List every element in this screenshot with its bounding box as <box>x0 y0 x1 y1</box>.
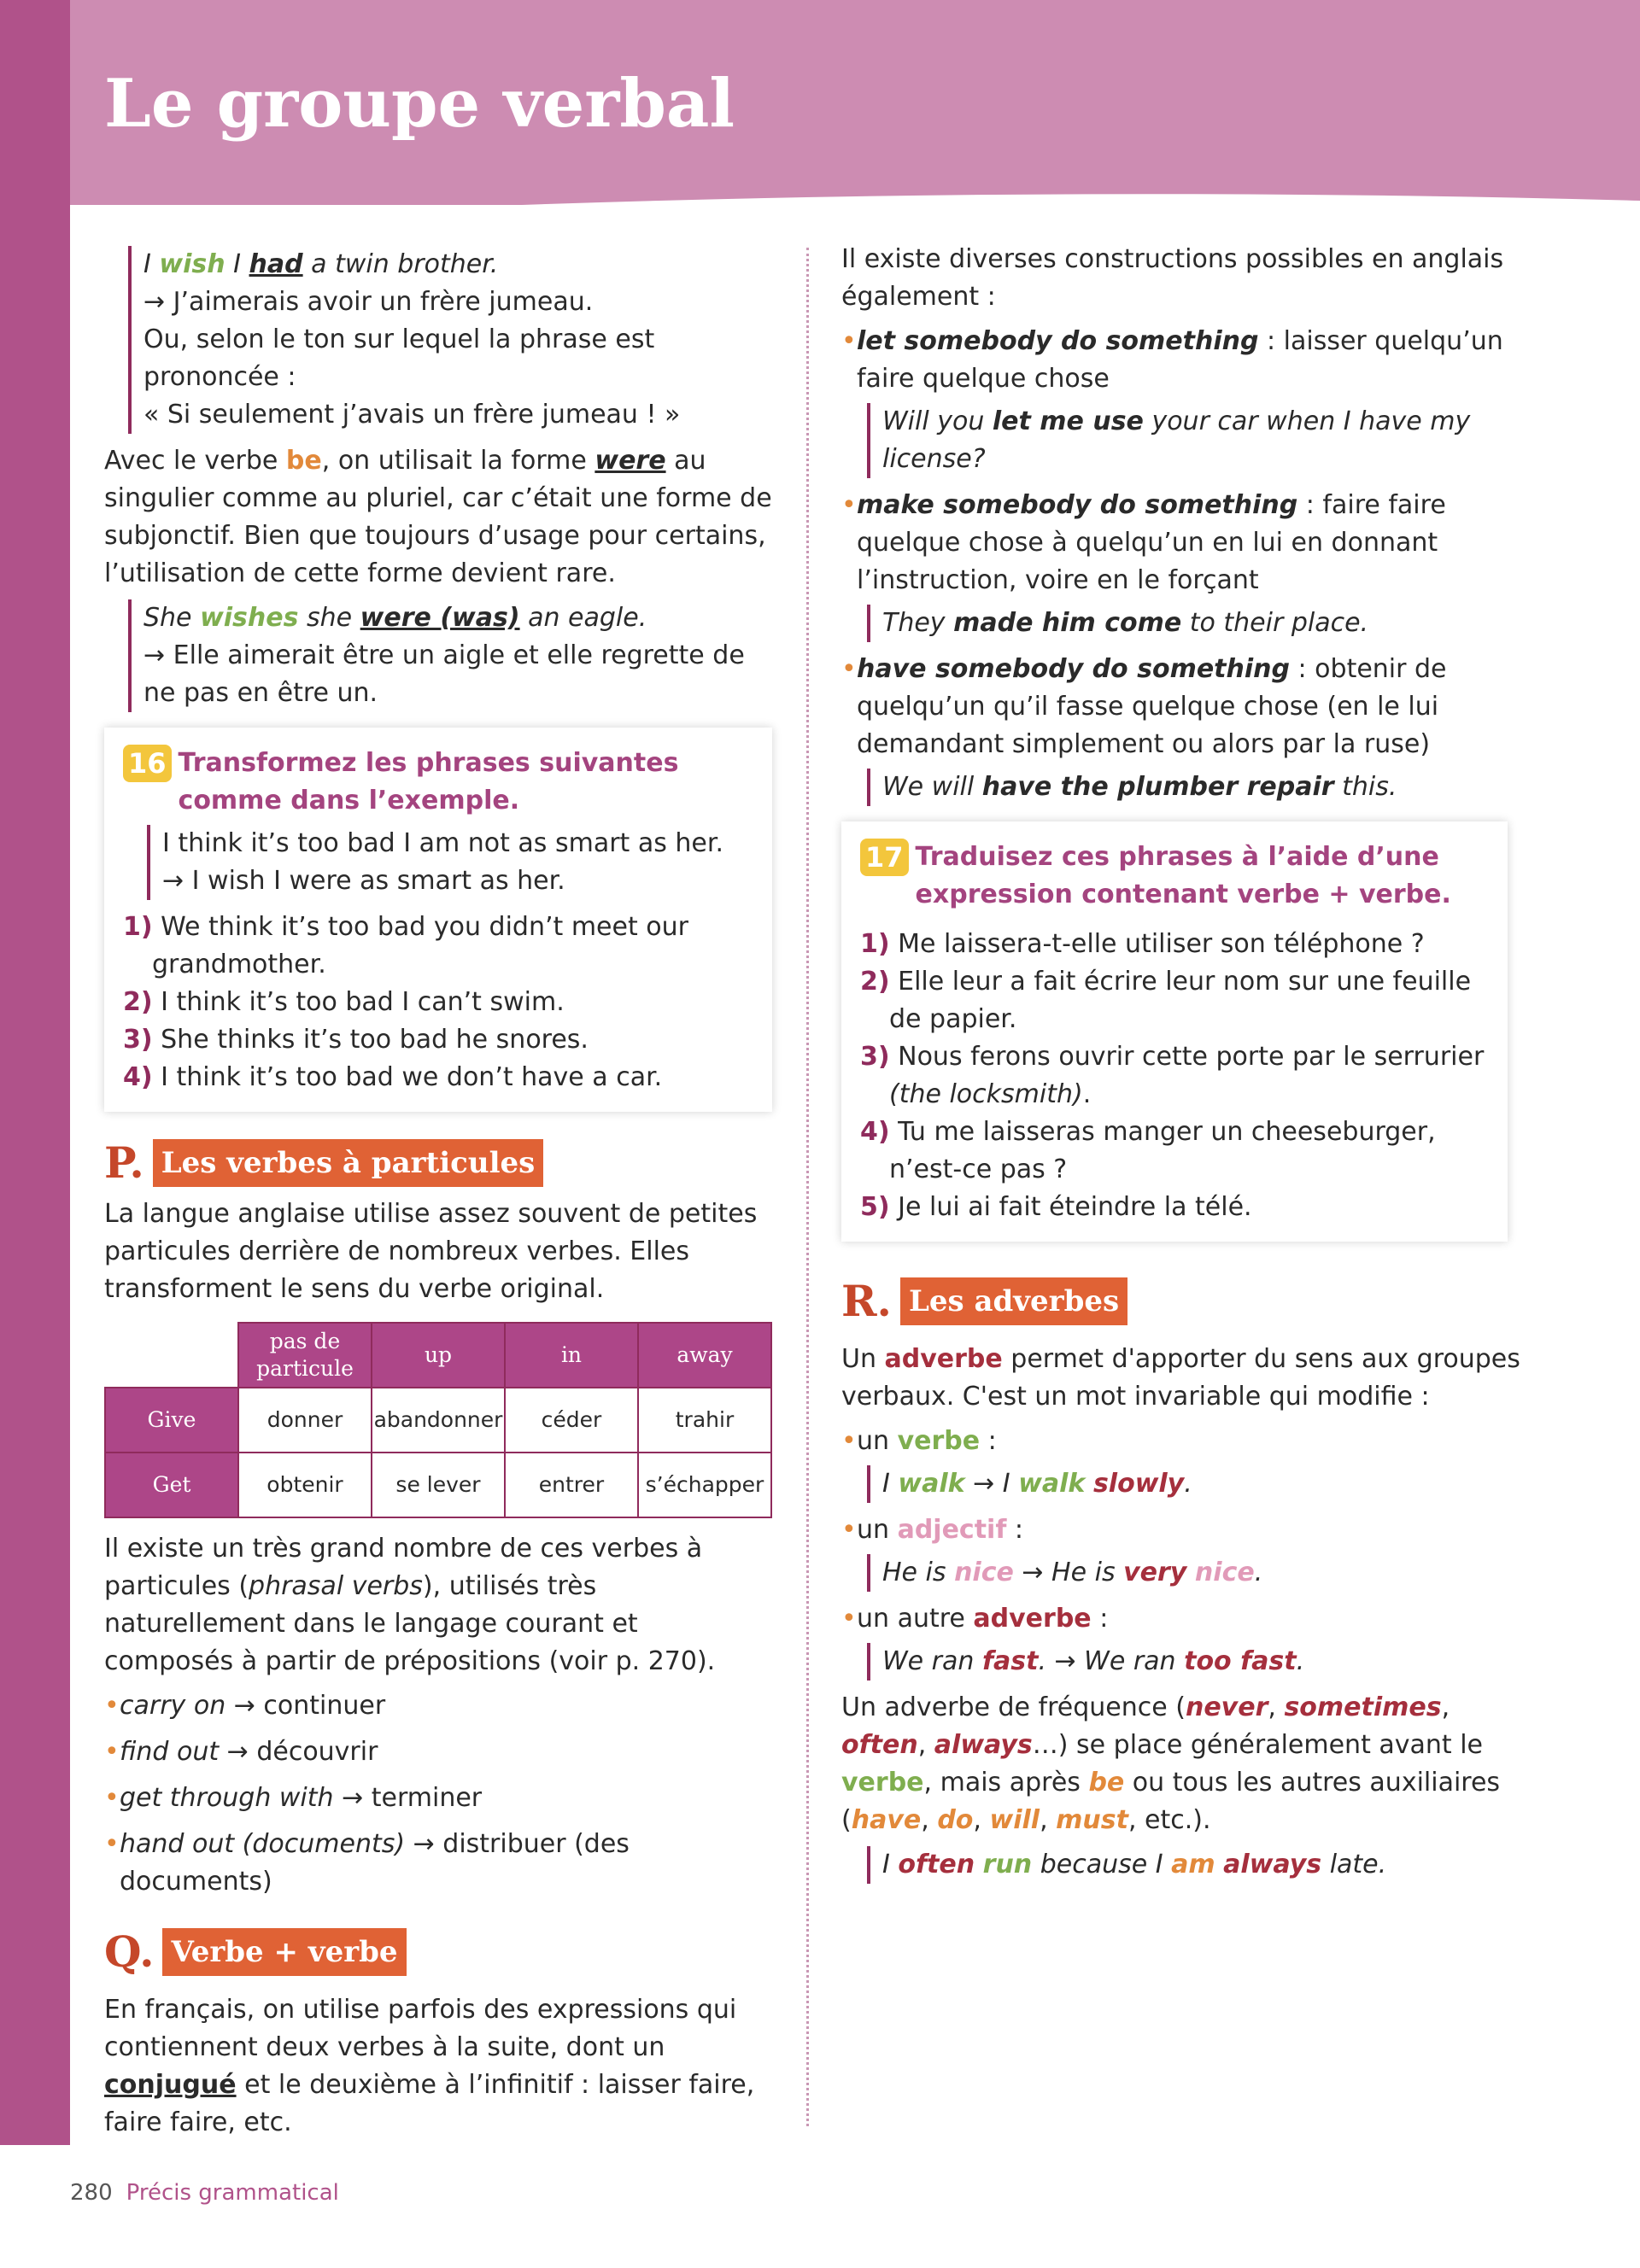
exercise-item: 1) We think it’s too bad you didn’t meet our grandmother. <box>123 912 688 979</box>
constructions-intro: Il existe diverses constructions possibles en anglais également : <box>841 244 1504 312</box>
list-item: • hand out (documents) → distribuer (des documents) <box>104 1826 772 1901</box>
exercise-item: 4) I think it’s too bad we don’t have a car. <box>123 1062 663 1092</box>
example-wishes-were: She wishes she were (was) an eagle. → Elle aimerait être un aigle et elle regrette de ne pas en être un. <box>128 599 772 712</box>
exercise-item: 2) Elle leur a fait écrire leur nom sur une feuille de papier. <box>860 967 1472 1034</box>
exercise-number: 17 <box>860 839 909 876</box>
frequency-paragraph: Un adverbe de fréquence (never, sometimes, often, always…) se place généralement avant le verbe, mais après be ou tous les autres auxiliaires (have, do, will, must, etc.). <box>841 1692 1501 1835</box>
modifies-adjective: • un adjectif : He is nice → He is very nice. <box>841 1511 1525 1592</box>
table-row: Give donner abandonner céder trahir <box>105 1388 771 1453</box>
section-q-paragraph: En français, on utilise parfois des expressions qui contiennent deux verbes à la suite, dont un conjugué et le deuxième à l’infinitif : laisser faire, faire faire, etc. <box>104 1995 755 2137</box>
right-column <box>841 241 1525 1892</box>
exercise-item: 2) I think it’s too bad I can’t swim. <box>123 987 565 1017</box>
section-q-heading: Q. Verbe + verbe <box>104 1926 772 1978</box>
exercise-17 <box>841 821 1508 1242</box>
exercise-title: Traduisez ces phrases à l’aide d’une expression contenant verbe + verbe. <box>915 842 1451 909</box>
column-divider <box>806 248 809 2126</box>
list-item: • carry on → continuer <box>104 1687 772 1725</box>
phrasal-verbs-list <box>104 1687 772 1901</box>
section-r-heading: R. Les adverbes <box>841 1276 1525 1327</box>
construction-have: • have somebody do something : obtenir de quelqu’un qu’il fasse quelque chose (en le lui demandant simplement ou alors par la ruse) We will have the plumber repair this. <box>841 651 1525 806</box>
exercise-item: 5) Je lui ai fait éteindre la télé. <box>860 1192 1252 1222</box>
example-wish-had: I wish I had a twin brother. → J’aimerais avoir un frère jumeau. Ou, selon le ton sur lequel la phrase est prononcée : « Si seulement j’avais un frère jumeau ! » <box>128 246 772 434</box>
section-r-intro: Un adverbe permet d'apporter du sens aux groupes verbaux. C'est un mot invariable qui modifie : <box>841 1344 1520 1412</box>
table-row: Get obtenir se lever entrer s’échapper <box>105 1453 771 1517</box>
section-p-heading: P. Les verbes à particules <box>104 1137 772 1189</box>
paragraph-were: Avec le verbe be, on utilisait la forme were au singulier comme au pluriel, car c’était une forme de subjonctif. Bien que toujours d’usage pour certains, l’utilisation de cette forme devient rare. <box>104 446 772 588</box>
footer-label: Précis grammatical <box>126 2180 339 2206</box>
exercise-item: 4) Tu me laisseras manger un cheeseburger, n’est-ce pas ? <box>860 1117 1436 1184</box>
table-header: away <box>638 1323 771 1388</box>
table-header: up <box>372 1323 505 1388</box>
exercise-number: 16 <box>123 745 172 782</box>
table-header: pas de particule <box>238 1323 372 1388</box>
list-item: • find out → découvrir <box>104 1733 772 1771</box>
page-title: Le groupe verbal <box>104 65 735 143</box>
list-item: • get through with → terminer <box>104 1780 772 1817</box>
side-bar <box>0 0 70 2145</box>
modifies-adverb: • un autre adverbe : We ran fast. → We ran too fast. <box>841 1600 1525 1681</box>
exercise-item: 1) Me laissera-t-elle utiliser son téléphone ? <box>860 929 1425 959</box>
section-p-intro: La langue anglaise utilise assez souvent de petites particules derrière de nombreux verbes. Elles transforment le sens du verbe original. <box>104 1199 758 1304</box>
left-column <box>104 241 772 2148</box>
construction-make: • make somebody do something : faire faire quelque chose à quelqu’un en lui en donnant l’instruction, voire en le forçant They made him come to their place. <box>841 487 1525 642</box>
frequency-example: I often run because I am always late. <box>867 1846 1525 1884</box>
exercise-item: 3) She thinks it’s too bad he snores. <box>123 1025 589 1055</box>
construction-let: • let somebody do something : laisser quelqu’un faire quelque chose Will you let me use your car when I have my license? <box>841 323 1525 478</box>
exercise-16 <box>104 728 772 1112</box>
page-footer <box>70 2176 339 2210</box>
particles-table <box>104 1322 772 1518</box>
exercise-items <box>123 909 753 1096</box>
table-header: in <box>505 1323 638 1388</box>
exercise-title: Transformez les phrases suivantes comme dans l’exemple. <box>178 748 679 815</box>
modifies-verb: • un verbe : I walk → I walk slowly. <box>841 1423 1525 1503</box>
page-number: 280 <box>70 2180 113 2206</box>
table-corner <box>105 1323 238 1388</box>
exercise-item: 3) Nous ferons ouvrir cette porte par le serrurier (the locksmith). <box>860 1042 1485 1109</box>
exercise-example: I think it’s too bad I am not as smart as her. → I wish I were as smart as her. <box>147 825 753 900</box>
phrasal-verbs-paragraph: Il existe un très grand nombre de ces verbes à particules (phrasal verbs), utilisés très naturellement dans le langage courant et composés à partir de prépositions (voir p. 270). <box>104 1534 716 1676</box>
exercise-items <box>860 926 1489 1226</box>
